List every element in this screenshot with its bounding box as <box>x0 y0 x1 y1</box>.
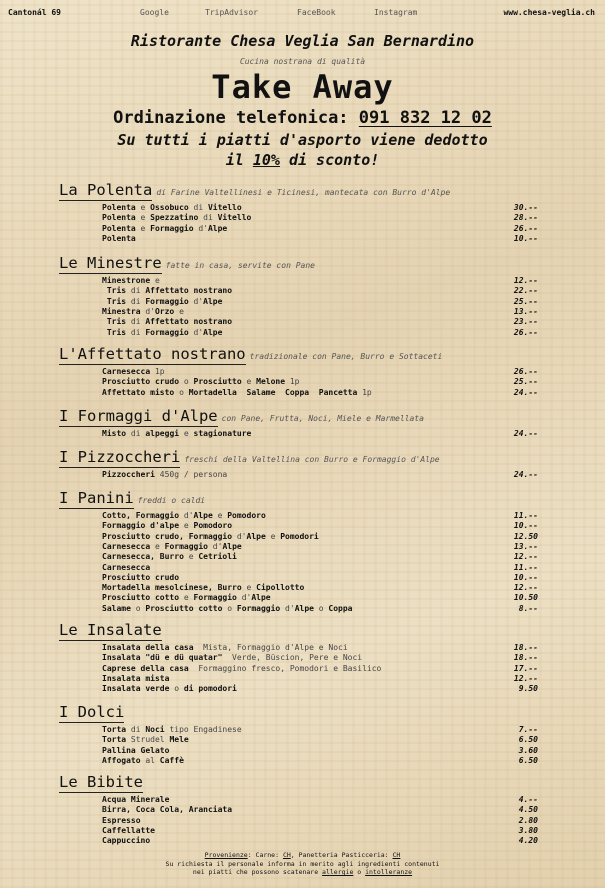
item-name: Formaggio <box>164 541 208 551</box>
menu-item <box>102 532 538 542</box>
item-name: Prosciutto crudo, Formaggio <box>102 531 233 541</box>
item-name: Cipollotto <box>256 583 305 593</box>
item-name: Formaggio d'alpe <box>102 521 180 531</box>
section-title: Le Minestre <box>59 254 162 272</box>
item-connector: o <box>179 377 194 387</box>
section-heading <box>59 406 424 425</box>
restaurant-name: Ristorante Chesa Veglia San Bernardino <box>130 32 475 50</box>
item-connector: di <box>126 317 146 327</box>
item-description <box>102 643 348 653</box>
item-price: 4.20 <box>518 836 538 846</box>
item-name: Insalata della casa <box>102 643 194 652</box>
item-connector: d' <box>280 603 295 613</box>
item-description <box>102 735 189 745</box>
item-description <box>102 805 232 815</box>
menu-item <box>102 328 538 338</box>
item-connector: e <box>174 306 184 316</box>
link-instagram[interactable]: Instagram <box>374 8 418 17</box>
menu-item <box>102 653 538 663</box>
item-price: 12.-- <box>513 673 538 683</box>
item-connector: Formaggino fresco, Pomodori e Basilico <box>188 663 382 673</box>
item-name: Prosciutto <box>193 377 242 387</box>
menu-item <box>102 604 538 614</box>
item-name: Prosciutto cotto <box>145 603 223 613</box>
note2-mid: o <box>353 868 366 876</box>
item-connector: di <box>188 203 208 212</box>
item-connector: d' <box>188 296 204 306</box>
menu-item <box>102 684 538 694</box>
item-name: Torta <box>102 735 127 745</box>
item-description <box>102 286 232 296</box>
item-price: 13.-- <box>513 306 538 316</box>
item-name: Mele <box>169 735 189 745</box>
discount-percent: 10% <box>252 151 280 169</box>
item-name: Mortadella Salame Coppa Pancetta <box>188 387 358 397</box>
phone-number[interactable]: 091 832 12 02 <box>358 108 492 128</box>
item-name: Pomodoro <box>193 521 233 531</box>
item-description <box>102 583 304 593</box>
item-price: 10.-- <box>513 521 538 531</box>
footer-note-2 <box>0 868 605 877</box>
item-name: Tris <box>102 327 127 337</box>
item-name: Tris <box>102 286 127 296</box>
footer-note-1: Su richiesta il personale informa in merito agli ingredienti contenuti <box>165 859 440 868</box>
item-description <box>102 573 179 583</box>
provenienze-label: Provenienze <box>204 851 248 859</box>
item-name: Carnesecca <box>102 541 151 551</box>
item-price: 25.-- <box>513 377 538 387</box>
menu-item <box>102 203 538 213</box>
item-description <box>102 297 222 307</box>
menu-item <box>102 234 538 244</box>
section-heading <box>59 772 143 791</box>
section-heading <box>59 488 205 507</box>
item-connector: d' <box>193 223 208 233</box>
item-connector: e <box>179 593 194 603</box>
item-connector: d' <box>179 511 194 520</box>
item-price: 3.80 <box>518 825 538 835</box>
item-description <box>102 653 362 663</box>
item-name: Formaggio <box>150 223 194 233</box>
item-description <box>102 593 271 603</box>
item-name: Formaggio <box>145 327 189 337</box>
item-connector: tipo Engadinese <box>164 725 242 734</box>
item-name: Carnesecca, Burro <box>102 552 184 562</box>
section-title: I Dolci <box>59 703 125 721</box>
item-description <box>102 317 232 327</box>
item-price: 11.-- <box>513 511 538 520</box>
carne-label: : Carne: <box>247 851 283 859</box>
item-name: Affettato nostrano <box>145 317 233 327</box>
discount-line-1: Su tutti i piatti d'asporto viene dedotto <box>117 131 488 149</box>
menu-item <box>102 795 538 805</box>
item-connector: d' <box>140 306 155 316</box>
section-title: Le Bibite <box>59 773 143 791</box>
item-name: Carnesecca <box>102 562 151 572</box>
item-price: 12.-- <box>513 276 538 285</box>
item-price: 6.50 <box>518 755 538 765</box>
menu-item <box>102 756 538 766</box>
item-connector: d' <box>207 541 223 551</box>
item-name: Pomodori <box>280 531 319 541</box>
item-name: Formaggio <box>145 296 189 306</box>
item-name: Alpe <box>203 296 223 306</box>
link-tripadvisor[interactable]: TripAdvisor <box>205 8 258 17</box>
item-connector: e <box>179 521 194 531</box>
item-price: 24.-- <box>513 387 538 397</box>
item-name: Torta <box>102 725 127 734</box>
item-connector: e <box>179 429 194 438</box>
item-connector: 1p <box>357 387 372 397</box>
item-connector: 1p <box>285 377 300 387</box>
discount-notice <box>0 130 605 170</box>
menu-item <box>102 573 538 583</box>
item-name: Espresso <box>102 815 141 825</box>
menu-item <box>102 367 538 377</box>
item-description <box>102 388 372 398</box>
item-name: Pallina Gelato <box>102 745 170 755</box>
item-name: Formaggio <box>193 593 237 603</box>
menu-item <box>102 836 538 846</box>
item-price: 3.60 <box>518 745 538 755</box>
section-description: freddi o caldi <box>137 496 206 505</box>
section-heading <box>59 253 315 272</box>
item-connector: e <box>150 276 160 285</box>
item-name: Cotto, Formaggio <box>102 511 180 520</box>
item-description <box>102 836 150 846</box>
item-name: Noci <box>145 725 165 734</box>
item-name: Alpe <box>222 541 242 551</box>
menu-item <box>102 388 538 398</box>
item-name: Vitello <box>207 203 242 212</box>
menu-item <box>102 307 538 317</box>
section-title: I Pizzoccheri <box>59 448 181 466</box>
item-price: 2.80 <box>518 815 538 825</box>
item-name: Coppa <box>328 603 353 613</box>
item-connector: o <box>222 603 237 613</box>
item-price: 11.-- <box>513 562 538 572</box>
section-heading <box>59 702 124 721</box>
menu-item <box>102 583 538 593</box>
section-title: I Formaggi d'Alpe <box>59 407 218 425</box>
menu-item <box>102 213 538 223</box>
phone-line <box>0 108 605 128</box>
item-name: stagionature <box>193 429 252 438</box>
item-description <box>102 756 184 766</box>
item-description <box>102 532 319 542</box>
menu-item <box>102 593 538 603</box>
item-price: 4.-- <box>518 795 538 804</box>
item-name: Prosciutto cotto <box>102 593 180 603</box>
item-name: Tris <box>102 296 127 306</box>
item-name: Mortadella mesolcinese, Burro <box>102 583 242 593</box>
item-name: Cetrioli <box>198 552 237 562</box>
section-title: Le Insalate <box>59 621 162 639</box>
item-price: 24.-- <box>513 429 538 438</box>
item-price: 25.-- <box>513 296 538 306</box>
item-price: 10.50 <box>513 593 538 603</box>
item-price: 18.-- <box>513 643 538 652</box>
allergie: allergie <box>322 868 354 876</box>
item-price: 12.-- <box>513 583 538 593</box>
item-price: 22.-- <box>513 286 538 296</box>
website-link[interactable]: www.chesa-veglia.ch <box>503 8 595 17</box>
menu-item <box>102 664 538 674</box>
menu-item <box>102 224 538 234</box>
take-away-title: Take Away <box>211 68 394 106</box>
item-description <box>102 746 169 756</box>
item-name: Polenta <box>102 233 136 243</box>
item-connector: al <box>140 755 160 765</box>
item-name: Polenta <box>102 223 136 233</box>
item-description <box>102 429 251 439</box>
item-connector: Strudel <box>126 735 170 745</box>
item-connector: d' <box>232 531 247 541</box>
footer <box>0 851 605 877</box>
menu-item <box>102 735 538 745</box>
item-connector: Verde, Büscion, Pere e Noci <box>222 653 363 663</box>
item-name: Alpe <box>193 511 213 520</box>
item-price: 28.-- <box>513 213 538 223</box>
item-price: 24.-- <box>513 470 538 479</box>
phone-label: Ordinazione telefonica: <box>113 108 349 128</box>
item-name: Alpe <box>203 327 223 337</box>
footer-origin <box>0 851 605 860</box>
top-bar <box>0 8 605 22</box>
item-connector: o <box>174 387 189 397</box>
item-connector: 1p <box>150 367 165 376</box>
menu-item <box>102 276 538 286</box>
menu-item <box>102 377 538 387</box>
item-price: 12.50 <box>513 531 538 541</box>
menu-item <box>102 542 538 552</box>
discount-post: di sconto! <box>288 151 380 169</box>
item-name: Insalata verde <box>102 684 170 694</box>
item-connector: e <box>183 552 199 562</box>
item-description <box>102 307 184 317</box>
section-description: freschi della Valtellina con Burro e Formaggio d'Alpe <box>184 455 440 464</box>
item-connector: di <box>126 327 146 337</box>
item-description <box>102 684 237 694</box>
item-description <box>102 377 300 387</box>
item-name: Pizzoccheri <box>102 470 155 479</box>
menu-item <box>102 521 538 531</box>
menu-item <box>102 643 538 653</box>
section-heading <box>59 180 450 199</box>
item-name: Carnesecca <box>102 367 151 376</box>
item-name: Alpe <box>207 223 228 233</box>
menu-item <box>102 674 538 684</box>
item-name: Acqua Minerale <box>102 795 170 804</box>
item-price: 12.-- <box>513 552 538 562</box>
item-name: Ossobuco <box>150 203 189 212</box>
menu-item <box>102 297 538 307</box>
item-price: 26.-- <box>513 327 538 337</box>
item-name: Pomodoro <box>227 511 266 520</box>
item-connector: 450g / persona <box>154 470 228 479</box>
panetteria-value: CH <box>392 851 401 859</box>
item-name: Salame <box>102 603 131 613</box>
item-description <box>102 234 136 244</box>
item-price: 4.50 <box>518 805 538 815</box>
item-name: Affettato nostrano <box>145 286 233 296</box>
section-description: tradizionale con Pane, Burro e Sottaceti <box>249 352 443 361</box>
item-connector: di <box>126 429 146 438</box>
item-name: Affettato misto <box>102 387 175 397</box>
item-connector: di <box>126 296 146 306</box>
menu-item <box>102 725 538 735</box>
menu-item <box>102 286 538 296</box>
item-connector: e <box>150 541 165 551</box>
item-name: Melone <box>256 377 286 387</box>
item-price: 23.-- <box>513 317 538 327</box>
address: Cantonál 69 <box>8 8 61 17</box>
item-connector: d' <box>188 327 204 337</box>
item-connector: o <box>313 603 329 613</box>
section-title: La Polenta <box>59 181 153 199</box>
item-price: 13.-- <box>513 541 538 551</box>
item-description <box>102 674 169 684</box>
item-connector: di <box>126 725 146 734</box>
panetteria-label: , Panetteria Pasticceria: <box>290 851 393 859</box>
item-connector: di <box>126 286 146 296</box>
item-connector: e <box>265 531 281 541</box>
item-description <box>102 542 242 552</box>
item-price: 10.-- <box>513 233 538 243</box>
item-connector: o <box>130 603 146 613</box>
menu-item <box>102 317 538 327</box>
item-name: alpeggi <box>145 429 180 438</box>
item-connector: Mista, Formaggio d'Alpe e Noci <box>193 643 348 652</box>
section-heading <box>59 447 440 466</box>
item-description <box>102 826 155 836</box>
item-connector: di <box>198 213 218 223</box>
item-price: 30.-- <box>513 203 538 212</box>
item-name: Spezzatino <box>150 213 199 223</box>
item-description <box>102 470 227 480</box>
item-price: 26.-- <box>513 367 538 376</box>
item-description <box>102 367 165 377</box>
item-name: Cappuccino <box>102 836 151 846</box>
item-price: 10.-- <box>513 572 538 582</box>
item-price: 17.-- <box>513 663 538 673</box>
item-name: Minestrone <box>102 276 151 285</box>
menu-item <box>102 746 538 756</box>
item-connector: e <box>241 377 257 387</box>
tagline: Cucina nostrana di qualità <box>239 57 366 66</box>
item-description <box>102 552 237 562</box>
link-google[interactable]: Google <box>140 8 169 17</box>
discount-pre: il <box>225 151 244 169</box>
item-description <box>102 563 150 573</box>
item-name: Insalata mista <box>102 673 170 683</box>
item-description <box>102 511 266 521</box>
item-name: Formaggio <box>236 603 281 613</box>
item-description <box>102 276 160 286</box>
item-description <box>102 224 227 234</box>
item-description <box>102 725 242 735</box>
item-description <box>102 328 222 338</box>
menu-item <box>102 470 538 480</box>
item-name: di pomodori <box>183 684 237 694</box>
section-description: fatte in casa, servite con Pane <box>165 261 315 270</box>
item-connector: o <box>169 684 184 694</box>
item-description <box>102 213 251 223</box>
section-heading <box>59 344 442 363</box>
item-price: 7.-- <box>518 725 538 734</box>
item-name: Polenta <box>102 213 136 223</box>
item-name: Alpe <box>246 531 266 541</box>
item-price: 8.-- <box>518 603 538 613</box>
item-description <box>102 816 141 826</box>
item-price: 6.50 <box>518 735 538 745</box>
menu-item <box>102 816 538 826</box>
section-description: di Farine Valtellinesi e Ticinesi, mantecata con Burro d'Alpe <box>156 188 451 197</box>
menu-item <box>102 826 538 836</box>
item-description <box>102 795 169 805</box>
menu-item <box>102 552 538 562</box>
item-name: Prosciutto crudo <box>102 572 180 582</box>
item-name: Orzo <box>154 306 175 316</box>
item-description <box>102 203 242 213</box>
section-title: I Panini <box>59 489 134 507</box>
item-connector: e <box>212 511 228 520</box>
menu-item <box>102 563 538 573</box>
item-name: Affogato <box>102 755 141 765</box>
menu-item <box>102 429 538 439</box>
item-name: Alpe <box>251 593 271 603</box>
section-description: con Pane, Frutta, Noci, Miele e Marmellata <box>221 414 424 423</box>
item-connector: d' <box>236 593 252 603</box>
section-heading <box>59 620 162 639</box>
note2-pre: nei piatti che possono scatenare <box>192 868 323 876</box>
item-name: Caprese della casa <box>102 663 189 673</box>
item-connector: e <box>135 203 151 212</box>
intolleranze: intolleranze <box>365 868 413 876</box>
item-description <box>102 604 353 614</box>
item-name: Polenta <box>102 203 136 212</box>
item-price: 26.-- <box>513 223 538 233</box>
item-name: Birra, Coca Cola, Aranciata <box>102 805 233 815</box>
item-name: Prosciutto crudo <box>102 377 180 387</box>
item-connector: e <box>241 583 257 593</box>
item-name: Vitello <box>217 213 252 223</box>
link-facebook[interactable]: FaceBook <box>297 8 336 17</box>
item-name: Tris <box>102 317 127 327</box>
menu-item <box>102 805 538 815</box>
item-price: 9.50 <box>518 684 538 694</box>
item-connector: e <box>135 223 151 233</box>
menu-item <box>102 511 538 521</box>
item-name: Caffè <box>159 755 184 765</box>
section-title: L'Affettato nostrano <box>59 345 246 363</box>
carne-value: CH <box>282 851 291 859</box>
item-price: 18.-- <box>513 653 538 663</box>
item-connector: e <box>135 213 151 223</box>
item-name: Misto <box>102 429 127 438</box>
item-description <box>102 521 232 531</box>
item-description <box>102 664 381 674</box>
item-name: Alpe <box>294 603 314 613</box>
discount-line-2 <box>0 150 605 170</box>
item-name: Caffellatte <box>102 825 155 835</box>
item-name: Minestra <box>102 306 141 316</box>
item-name: Insalata "dü e dü quatar" <box>102 653 223 663</box>
